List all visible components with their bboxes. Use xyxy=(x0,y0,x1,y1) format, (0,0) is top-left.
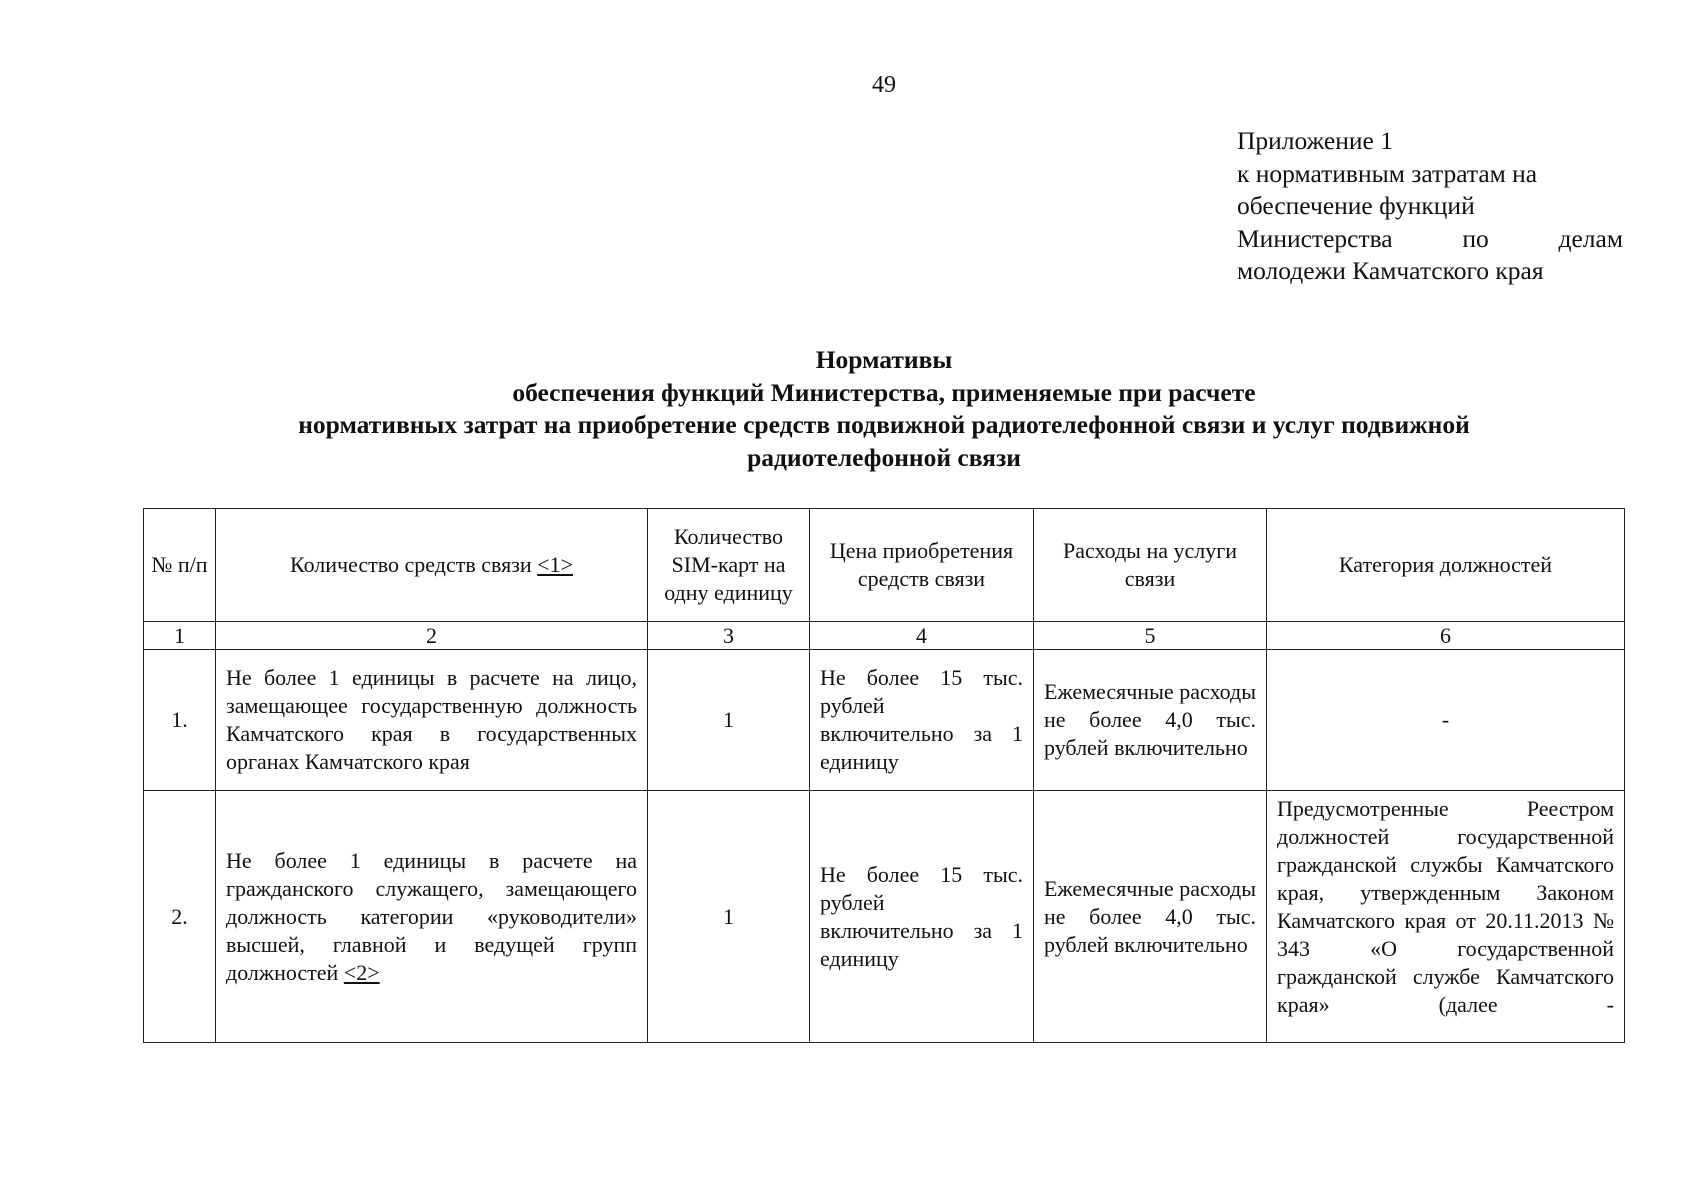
column-number: 1 xyxy=(144,622,216,650)
appendix-line: Приложение 1 xyxy=(1237,126,1393,155)
column-number: 5 xyxy=(1034,622,1267,650)
table-row xyxy=(144,791,1625,1043)
row-qty-text: Не более 1 единицы в расчете на гражданского служащего, замещающего должность категории «руководители» высшей, главной и ведущей групп должностей xyxy=(226,847,637,985)
table-row xyxy=(144,650,1625,791)
row-num: 1. xyxy=(144,650,216,791)
row-category-clip xyxy=(1277,791,1614,1042)
row-expenses: Ежемесячные расходы не более 4,0 тыс. рублей включительно xyxy=(1034,650,1267,791)
header-num: № п/п xyxy=(144,509,216,622)
row-num: 2. xyxy=(144,791,216,1043)
column-number-row xyxy=(144,622,1625,650)
column-number: 6 xyxy=(1267,622,1625,650)
row-price: Не более 15 тыс. рублей включительно за 1 единицу xyxy=(810,791,1034,1043)
appendix-line: молодежи Камчатского края xyxy=(1237,256,1544,285)
column-number: 3 xyxy=(648,622,810,650)
title-line: Нормативы xyxy=(815,345,953,374)
appendix-line: к нормативным затратам на xyxy=(1237,158,1538,188)
header-price: Цена приобретения средств связи xyxy=(810,509,1034,622)
appendix-word: по xyxy=(1462,223,1489,253)
column-number: 4 xyxy=(810,622,1034,650)
column-number: 2 xyxy=(216,622,648,650)
row-category xyxy=(1267,791,1625,1043)
document-title xyxy=(140,344,1628,474)
row-qty xyxy=(216,791,648,1043)
title-line: нормативных затрат на приобретение средств подвижной радиотелефонной связи и услуг подвижной xyxy=(298,410,1470,439)
row-category: - xyxy=(1267,650,1625,791)
header-sim: Количество SIM-карт на одну единицу xyxy=(648,509,810,622)
header-expenses: Расходы на услуги связи xyxy=(1034,509,1267,622)
appendix-line: обеспечение функций xyxy=(1237,191,1475,220)
appendix-word: делам xyxy=(1558,223,1623,253)
header-qty-label: Количество средств связи xyxy=(289,552,532,577)
appendix-block xyxy=(1237,125,1623,288)
row-expenses: Ежемесячные расходы не более 4,0 тыс. рублей включительно xyxy=(1034,791,1267,1043)
row-price: Не более 15 тыс. рублей включительно за 1 единицу xyxy=(810,650,1034,791)
footnote-link-2[interactable]: <2> xyxy=(343,959,380,985)
row-sim: 1 xyxy=(648,650,810,791)
appendix-line xyxy=(1237,223,1623,256)
footnote-link-1[interactable]: <1> xyxy=(537,552,573,577)
table-header-row xyxy=(144,509,1625,622)
header-category: Категория должностей xyxy=(1267,509,1625,622)
title-line: обеспечения функций Министерства, применяемые при расчете xyxy=(512,377,1256,407)
row-qty: Не более 1 единицы в расчете на лицо, замещающее государственную должность Камчатского края в государственных органах Камчатского края xyxy=(216,650,648,791)
appendix-word: Министерства xyxy=(1237,223,1393,253)
page-number: 49 xyxy=(872,72,896,98)
title-line: радиотелефонной связи xyxy=(747,442,1021,472)
norms-table xyxy=(143,508,1625,1043)
row-category-text: Предусмотренные Реестром должностей государственной гражданской службы Камчатского края, утвержденным Законом Камчатского края от 20.11.2013 № 343 «О государственной гражданской службе Камчатского края» (далее - xyxy=(1277,796,1614,1017)
header-qty xyxy=(216,509,648,622)
row-sim: 1 xyxy=(648,791,810,1043)
